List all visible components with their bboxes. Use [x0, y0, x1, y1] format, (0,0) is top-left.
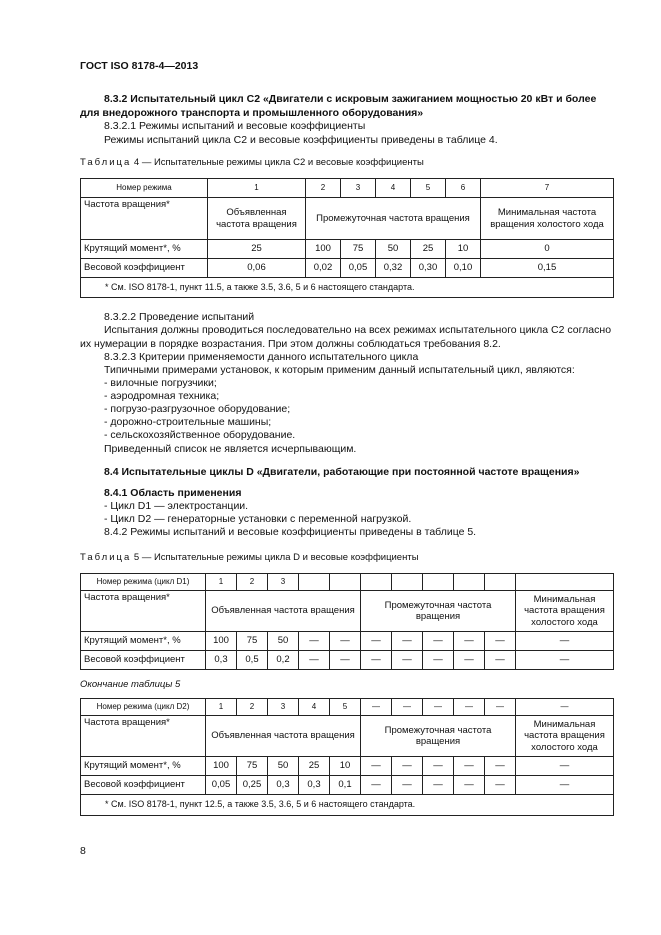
table-row: Частота вращения* Объявленная частота вращения Промежуточная частота вращения Минимальная частота вращения холостого хода [81, 198, 614, 240]
section-8-3-2-1-title: 8.3.2.1 Режимы испытаний и весовые коэффициенты [104, 120, 366, 132]
table-row: Крутящий момент*, % 25 100 75 50 25 10 0 [81, 240, 614, 259]
mode-label: Номер режима (цикл D2) [81, 699, 206, 716]
section-8-4-title: 8.4 Испытательные циклы D «Двигатели, работающие при постоянной частоте вращения» [104, 466, 580, 478]
table-row: Весовой коэффициент 0,06 0,02 0,05 0,32 0,30 0,10 0,15 [81, 259, 614, 278]
section-8-3-2-3-title: 8.3.2.3 Критерии применяемости данного испытательного цикла [104, 351, 419, 363]
table-row [81, 278, 614, 298]
table-row: Весовой коэффициент 0,05 0,25 0,3 0,3 0,1 — — — — — — [81, 776, 614, 795]
list-item: - сельскохозяйственное оборудование. [104, 429, 296, 441]
table-row: Номер режима 1 2 3 4 5 6 7 [81, 179, 614, 198]
table5-caption: Таблица 5 — Испытательные режимы цикла D и весовые коэффициенты [80, 552, 419, 563]
table4 [80, 178, 614, 298]
mode-label: Номер режима [81, 179, 208, 198]
table-row: Частота вращения* Объявленная частота вращения Промежуточная частота вращения Минимальная частота вращения холостого хода [81, 591, 614, 632]
list-item: - вилочные погрузчики; [104, 377, 217, 389]
section-8-3-2-1-text: Режимы испытаний цикла С2 и весовые коэффициенты приведены в таблице 4. [104, 134, 498, 146]
list-item: - дорожно-строительные машины; [104, 416, 272, 428]
list-item: - аэродромная техника; [104, 390, 220, 402]
table-row: Частота вращения* Объявленная частота вращения Промежуточная частота вращения Минимальная частота вращения холостого хода [81, 716, 614, 757]
list-note: Приведенный список не является исчерпывающим. [104, 443, 357, 455]
table-row: Номер режима (цикл D2) 1 2 3 4 5 — — — — — — [81, 699, 614, 716]
table-row: Крутящий момент*, % 100 75 50 25 10 — — — — — — [81, 757, 614, 776]
document-header: ГОСТ ISO 8178-4—2013 [80, 60, 199, 72]
table-row: Весовой коэффициент 0,3 0,5 0,2 — — — — — — — — [81, 651, 614, 670]
section-8-3-2-3-text: Типичными примерами установок, к которым применим данный испытательный цикл, являются: [104, 364, 575, 376]
table-row [81, 795, 614, 816]
page-number: 8 [80, 845, 86, 857]
list-item: - погрузо-разгрузочное оборудование; [104, 403, 291, 415]
section-8-4-2-text: 8.4.2 Режимы испытаний и весовые коэффициенты приведены в таблице 5. [104, 526, 477, 538]
section-8-3-2-title: 8.3.2 Испытательный цикл С2 «Двигатели с искровым зажиганием мощностью 20 кВт и более для внедорожного транспорта и промышленного оборудования» [80, 93, 597, 119]
mode-label: Номер режима (цикл D1) [81, 574, 206, 591]
list-item: - Цикл D2 — генераторные установки с переменной нагрузкой. [104, 513, 412, 525]
table5-part1 [80, 573, 614, 670]
table5-part2 [80, 698, 614, 816]
section-8-3-2-2-text: Испытания должны проводиться последовательно на всех режимах испытательного цикла С2 согласно их нумерации в порядке возрастания. При этом должны соблюдаться требования 8.2. [80, 324, 612, 350]
section-8-4-1-title: 8.4.1 Область применения [104, 487, 242, 499]
table-row: Крутящий момент*, % 100 75 50 — — — — — — — — [81, 632, 614, 651]
table5-footnote: * См. ISO 8178-1, пункт 12.5, а также 3.5, 3.6, 5 и 6 настоящего стандарта. [81, 795, 614, 816]
table5-continuation: Окончание таблицы 5 [80, 679, 181, 690]
list-item: - Цикл D1 — электростанции. [104, 500, 249, 512]
section-8-3-2-2-title: 8.3.2.2 Проведение испытаний [104, 311, 255, 323]
table-row: Номер режима (цикл D1) 1 2 3 [81, 574, 614, 591]
table4-caption: Таблица 4 — Испытательные режимы цикла С2 и весовые коэффициенты [80, 157, 424, 168]
table4-footnote: * См. ISO 8178-1, пункт 11.5, а также 3.5, 3.6, 5 и 6 настоящего стандарта. [81, 278, 614, 298]
